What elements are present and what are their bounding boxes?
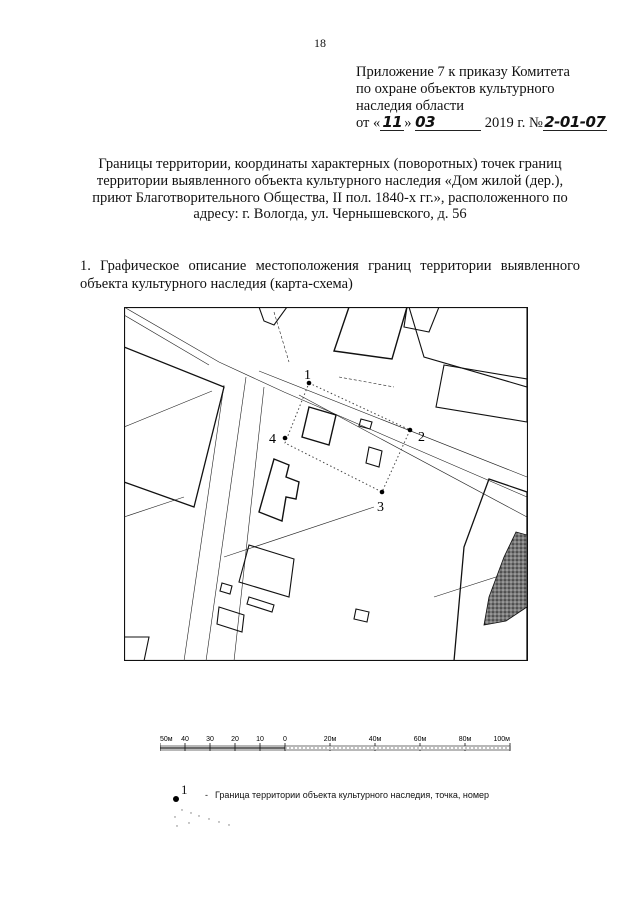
title-line2: территории выявленного объекта культурного наследия «Дом жилой (дер.), xyxy=(96,172,564,189)
section-line1: 1. Графическое описание местоположения границ территории выявленного xyxy=(80,258,580,274)
section-heading xyxy=(80,258,580,293)
scale-tick-label: 10 xyxy=(256,736,264,743)
boundary-point-1-label: 1 xyxy=(304,368,311,383)
document-title xyxy=(80,156,580,223)
scale-tick-label: 80м xyxy=(458,736,472,743)
title-line1: Границы территории, координаты характерных (поворотных) точек границ xyxy=(98,156,562,172)
boundary-point-3-label: 3 xyxy=(377,500,384,515)
site-map xyxy=(124,307,528,661)
year-and-number-label: 2019 г. № xyxy=(484,115,543,131)
scale-tick-label: 30 xyxy=(206,736,214,743)
handwritten-month: 03 xyxy=(415,115,481,131)
date-prefix: от « xyxy=(356,115,381,131)
boundary-point-4-label: 4 xyxy=(269,432,276,447)
title-line3: приют Благотворительного Общества, II пол. 1840-х гг.», расположенного по xyxy=(92,189,568,206)
page-number: 18 xyxy=(314,36,326,50)
scale-tick-label: 50м xyxy=(160,736,173,743)
scale-bar xyxy=(160,733,520,761)
map-frame xyxy=(125,308,528,661)
appendix-header xyxy=(356,64,626,132)
legend-number: 1 xyxy=(181,782,188,797)
date-separator: » xyxy=(404,115,412,131)
boundary-point-4-dot xyxy=(283,436,288,441)
appendix-line2: по охране объектов культурного xyxy=(356,81,555,97)
handwritten-order-number: 2-01-07 xyxy=(544,113,606,131)
scale-tick-label: 40м xyxy=(368,736,382,743)
section-line2: объекта культурного наследия (карта-схема) xyxy=(80,275,353,292)
scale-tick-label: 20 xyxy=(231,736,239,743)
appendix-date-line xyxy=(356,115,626,132)
legend-label: Граница территории объекта культурного наследия, точка, номер xyxy=(215,790,490,800)
appendix-line1: Приложение 7 к приказу Комитета xyxy=(356,64,570,80)
title-line4: адресу: г. Вологда, ул. Чернышевского, д. 56 xyxy=(193,206,467,223)
scale-tick-label: 40 xyxy=(181,736,189,743)
scale-tick-label: 60м xyxy=(413,736,427,743)
boundary-point-2-label: 2 xyxy=(418,430,425,445)
boundary-point-2-dot xyxy=(408,428,413,433)
scale-tick-label: 20м xyxy=(323,736,337,743)
appendix-line3: наследия области xyxy=(356,98,465,114)
scale-tick-label: 0 xyxy=(283,736,287,743)
scale-tick-label: 100м xyxy=(493,736,510,743)
boundary-point-3-dot xyxy=(380,490,385,495)
legend-dash: - xyxy=(205,790,208,800)
legend-point-dot xyxy=(173,796,179,802)
handwritten-day: 11 xyxy=(380,115,404,131)
